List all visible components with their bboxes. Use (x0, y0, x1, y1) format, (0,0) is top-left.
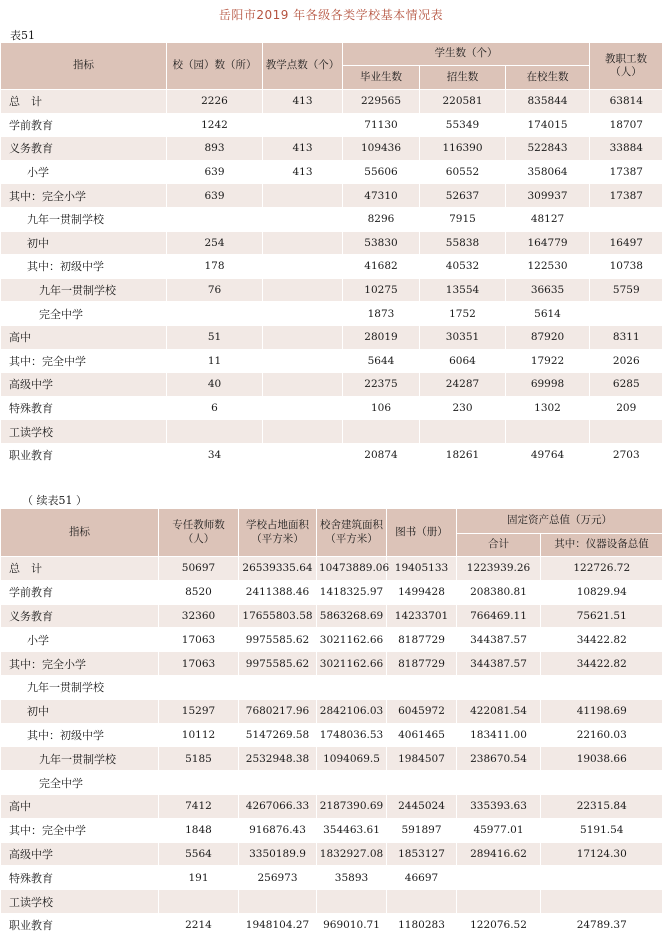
t2-cell-books: 8187729 (387, 628, 457, 652)
t1-cell-enroll: 52637 (420, 184, 506, 208)
t2-cell-total: 45977.01 (457, 818, 541, 842)
t2-cell-equip (541, 890, 662, 914)
t1-cell-points (263, 373, 343, 397)
col-header-enrolled: 招生数 (420, 66, 506, 90)
t1-cell-insch: 122530 (506, 255, 590, 279)
t1-cell-staff: 18707 (590, 113, 662, 137)
t2-cell-books: 1984507 (387, 747, 457, 771)
t2-cell-books: 14233701 (387, 604, 457, 628)
t2-cell-land: 1948104.27 (239, 913, 317, 937)
page-title: 岳阳市2019 年各级各类学校基本情况表 (218, 8, 444, 22)
table-row (1, 137, 662, 161)
t1-cell-points (263, 302, 343, 326)
t1-cell-schools: 2226 (167, 90, 263, 114)
t2-cell-land (239, 771, 317, 795)
t1-cell-schools: 178 (167, 255, 263, 279)
t1-cell-points (263, 443, 343, 467)
t2-cell-equip: 75621.51 (541, 604, 662, 628)
t2-cell-building (317, 890, 387, 914)
table-row (1, 628, 662, 652)
t2-cell-total: 766469.11 (457, 604, 541, 628)
table1-label: 表51 (10, 29, 35, 42)
table-row (1, 325, 662, 349)
col-header-teaching-points: 教学点数（个） (263, 43, 343, 90)
table-row (1, 913, 662, 937)
t2-cell-building (317, 771, 387, 795)
t1-cell-insch: 87920 (506, 325, 590, 349)
t2-cell-books: 591897 (387, 818, 457, 842)
t2-cell-teachers: 10112 (159, 723, 239, 747)
t1-cell-points (263, 420, 343, 444)
t1-cell-staff: 16497 (590, 231, 662, 255)
t1-row-name: 九年一贯制学校 (1, 207, 167, 231)
t2-row-name: 初中 (1, 699, 159, 723)
t2-cell-building: 1748036.53 (317, 723, 387, 747)
t2-cell-equip: 22160.03 (541, 723, 662, 747)
t1-cell-insch: 174015 (506, 113, 590, 137)
table-row (1, 890, 662, 914)
t1-cell-enroll: 6064 (420, 349, 506, 373)
t1-row-name: 其中：完全中学 (1, 349, 167, 373)
table-row (1, 580, 662, 604)
t2-cell-land: 9975585.62 (239, 652, 317, 676)
t2-cell-total: 335393.63 (457, 794, 541, 818)
t1-row-name: 其中：初级中学 (1, 255, 167, 279)
table-row (1, 443, 662, 467)
table-row (1, 794, 662, 818)
t1-cell-schools: 34 (167, 443, 263, 467)
t2-cell-building: 1094069.5 (317, 747, 387, 771)
table-row (1, 302, 662, 326)
t1-row-name: 总 计 (1, 90, 167, 114)
t1-cell-enroll: 55349 (420, 113, 506, 137)
t1-cell-schools: 639 (167, 160, 263, 184)
t2-cell-land (239, 890, 317, 914)
t1-cell-schools: 893 (167, 137, 263, 161)
table-row (1, 723, 662, 747)
t2-row-name: 其中：完全中学 (1, 818, 159, 842)
t2-cell-equip: 10829.94 (541, 580, 662, 604)
t1-cell-staff: 33884 (590, 137, 662, 161)
t1-cell-staff: 209 (590, 396, 662, 420)
t2-cell-building: 1832927.08 (317, 842, 387, 866)
table-row (1, 207, 662, 231)
t1-row-name: 学前教育 (1, 113, 167, 137)
t1-row-name: 职业教育 (1, 443, 167, 467)
col-header-indicator-2: 指标 (1, 509, 159, 557)
t2-cell-books: 2445024 (387, 794, 457, 818)
t1-row-name: 初中 (1, 231, 167, 255)
t1-cell-insch: 1302 (506, 396, 590, 420)
table-row (1, 866, 662, 890)
t2-cell-books: 1499428 (387, 580, 457, 604)
table-row (1, 373, 662, 397)
t2-cell-books: 8187729 (387, 652, 457, 676)
t1-cell-grad: 8296 (343, 207, 420, 231)
t2-cell-land: 17655803.58 (239, 604, 317, 628)
t1-row-name: 高中 (1, 325, 167, 349)
t2-cell-books (387, 675, 457, 699)
t1-cell-insch: 48127 (506, 207, 590, 231)
t2-cell-building: 3021162.66 (317, 652, 387, 676)
t2-row-name: 高中 (1, 794, 159, 818)
t2-cell-books: 1853127 (387, 842, 457, 866)
t1-cell-enroll: 220581 (420, 90, 506, 114)
table-row (1, 420, 662, 444)
t1-cell-points (263, 325, 343, 349)
t1-cell-staff: 17387 (590, 160, 662, 184)
t1-cell-enroll: 13554 (420, 278, 506, 302)
t2-cell-total: 422081.54 (457, 699, 541, 723)
t1-cell-schools: 11 (167, 349, 263, 373)
table-row (1, 160, 662, 184)
t1-cell-schools (167, 207, 263, 231)
t1-cell-insch: 309937 (506, 184, 590, 208)
t1-cell-points (263, 184, 343, 208)
t1-cell-schools: 254 (167, 231, 263, 255)
t2-cell-teachers: 15297 (159, 699, 239, 723)
t1-cell-staff: 2703 (590, 443, 662, 467)
t2-cell-books: 6045972 (387, 699, 457, 723)
table-row (1, 747, 662, 771)
t2-cell-teachers (159, 771, 239, 795)
t1-cell-schools: 1242 (167, 113, 263, 137)
t2-cell-land: 9975585.62 (239, 628, 317, 652)
t2-row-name: 义务教育 (1, 604, 159, 628)
t1-cell-points (263, 278, 343, 302)
t1-cell-grad (343, 420, 420, 444)
t2-cell-building: 5863268.69 (317, 604, 387, 628)
t2-row-name: 特殊教育 (1, 866, 159, 890)
t1-cell-schools (167, 302, 263, 326)
t2-cell-teachers: 1848 (159, 818, 239, 842)
t2-cell-teachers: 191 (159, 866, 239, 890)
t1-cell-staff: 2026 (590, 349, 662, 373)
t1-cell-staff: 6285 (590, 373, 662, 397)
t1-cell-points (263, 349, 343, 373)
col-header-land-area: 学校占地面积（平方米） (239, 509, 317, 557)
table2-label: （ 续表51 ） (22, 494, 87, 507)
t1-cell-insch: 835844 (506, 90, 590, 114)
t1-cell-enroll: 1752 (420, 302, 506, 326)
t1-row-name: 九年一贯制学校 (1, 278, 167, 302)
t2-row-name: 其中：初级中学 (1, 723, 159, 747)
t2-row-name: 总 计 (1, 557, 159, 581)
t2-cell-total (457, 866, 541, 890)
t2-cell-equip: 41198.69 (541, 699, 662, 723)
t1-cell-points: 413 (263, 137, 343, 161)
t1-cell-staff (590, 302, 662, 326)
t2-cell-equip (541, 771, 662, 795)
t2-cell-building: 35893 (317, 866, 387, 890)
t2-cell-equip (541, 675, 662, 699)
t1-cell-staff: 63814 (590, 90, 662, 114)
t1-cell-grad: 28019 (343, 325, 420, 349)
t1-cell-points (263, 207, 343, 231)
t1-cell-points (263, 113, 343, 137)
t2-cell-total: 344387.57 (457, 652, 541, 676)
table-row (1, 557, 662, 581)
table-row (1, 652, 662, 676)
table-row (1, 842, 662, 866)
t2-cell-teachers: 2214 (159, 913, 239, 937)
t1-cell-staff: 17387 (590, 184, 662, 208)
t1-cell-grad: 109436 (343, 137, 420, 161)
t2-cell-equip: 34422.82 (541, 628, 662, 652)
t1-cell-staff: 8311 (590, 325, 662, 349)
t2-cell-building: 969010.71 (317, 913, 387, 937)
t1-cell-enroll: 60552 (420, 160, 506, 184)
t1-cell-enroll (420, 420, 506, 444)
t1-cell-schools: 6 (167, 396, 263, 420)
t2-cell-land: 26539335.64 (239, 557, 317, 581)
t1-cell-grad: 20874 (343, 443, 420, 467)
t2-cell-teachers: 7412 (159, 794, 239, 818)
t1-row-name: 完全中学 (1, 302, 167, 326)
t1-cell-points: 413 (263, 160, 343, 184)
col-header-assets-total: 合计 (457, 534, 541, 557)
t1-cell-insch: 164779 (506, 231, 590, 255)
t2-row-name: 工读学校 (1, 890, 159, 914)
t1-cell-grad: 47310 (343, 184, 420, 208)
t2-cell-total: 183411.00 (457, 723, 541, 747)
table-row (1, 604, 662, 628)
t2-row-name: 九年一贯制学校 (1, 675, 159, 699)
t2-cell-land: 3350189.9 (239, 842, 317, 866)
t1-cell-staff: 10738 (590, 255, 662, 279)
t1-cell-grad: 5644 (343, 349, 420, 373)
t2-cell-teachers: 17063 (159, 628, 239, 652)
t1-cell-schools: 76 (167, 278, 263, 302)
col-header-equipment: 其中：仪器设备总值 (541, 534, 662, 557)
t2-cell-building: 1418325.97 (317, 580, 387, 604)
table-row (1, 675, 662, 699)
t2-cell-building: 10473889.06 (317, 557, 387, 581)
t2-cell-equip: 22315.84 (541, 794, 662, 818)
col-header-graduates: 毕业生数 (343, 66, 420, 90)
t1-cell-insch: 5614 (506, 302, 590, 326)
table-row (1, 818, 662, 842)
col-header-schools: 校（园）数（所） (167, 43, 263, 90)
t1-cell-insch: 358064 (506, 160, 590, 184)
t2-cell-teachers: 50697 (159, 557, 239, 581)
t2-cell-building (317, 675, 387, 699)
t2-cell-land: 7680217.96 (239, 699, 317, 723)
t1-cell-insch: 17922 (506, 349, 590, 373)
table-row (1, 255, 662, 279)
table-row (1, 231, 662, 255)
t1-cell-enroll: 40532 (420, 255, 506, 279)
t2-cell-total: 208380.81 (457, 580, 541, 604)
t2-cell-total (457, 771, 541, 795)
t2-cell-land: 916876.43 (239, 818, 317, 842)
t2-cell-teachers: 32360 (159, 604, 239, 628)
table1 (0, 42, 662, 468)
t2-cell-land (239, 675, 317, 699)
t2-cell-total: 344387.57 (457, 628, 541, 652)
t1-cell-staff (590, 207, 662, 231)
t2-cell-land: 4267066.33 (239, 794, 317, 818)
table-row (1, 349, 662, 373)
t2-row-name: 完全中学 (1, 771, 159, 795)
t1-row-name: 特殊教育 (1, 396, 167, 420)
t2-row-name: 职业教育 (1, 913, 159, 937)
t1-cell-schools (167, 420, 263, 444)
t1-cell-points (263, 231, 343, 255)
t2-row-name: 高级中学 (1, 842, 159, 866)
t1-cell-staff (590, 420, 662, 444)
col-header-indicator: 指标 (1, 43, 167, 90)
t1-cell-insch: 69998 (506, 373, 590, 397)
t1-row-name: 小学 (1, 160, 167, 184)
t2-row-name: 其中：完全小学 (1, 652, 159, 676)
t1-cell-grad: 55606 (343, 160, 420, 184)
t2-cell-total: 1223939.26 (457, 557, 541, 581)
t1-cell-grad: 106 (343, 396, 420, 420)
t2-cell-teachers: 8520 (159, 580, 239, 604)
t2-cell-equip: 24789.37 (541, 913, 662, 937)
t1-cell-insch (506, 420, 590, 444)
table-row (1, 113, 662, 137)
t1-cell-grad: 41682 (343, 255, 420, 279)
col-header-teachers: 专任教师数（人） (159, 509, 239, 557)
t2-cell-books: 46697 (387, 866, 457, 890)
t1-cell-insch: 36635 (506, 278, 590, 302)
t1-cell-schools: 639 (167, 184, 263, 208)
t2-cell-equip: 5191.54 (541, 818, 662, 842)
t1-cell-enroll: 18261 (420, 443, 506, 467)
t2-cell-books: 4061465 (387, 723, 457, 747)
t2-cell-teachers: 5564 (159, 842, 239, 866)
t2-row-name: 学前教育 (1, 580, 159, 604)
t1-cell-enroll: 116390 (420, 137, 506, 161)
t2-cell-equip (541, 866, 662, 890)
t1-cell-staff: 5759 (590, 278, 662, 302)
t1-cell-points (263, 255, 343, 279)
t1-cell-grad: 10275 (343, 278, 420, 302)
t1-cell-points (263, 396, 343, 420)
t2-cell-books (387, 890, 457, 914)
t1-cell-grad: 22375 (343, 373, 420, 397)
t1-cell-enroll: 30351 (420, 325, 506, 349)
t2-cell-land: 2532948.38 (239, 747, 317, 771)
t2-cell-teachers: 17063 (159, 652, 239, 676)
col-header-students-group: 学生数（个） (343, 43, 590, 66)
t2-cell-books: 19405133 (387, 557, 457, 581)
t1-cell-grad: 229565 (343, 90, 420, 114)
t2-cell-building: 3021162.66 (317, 628, 387, 652)
table-row (1, 771, 662, 795)
col-header-assets-group: 固定资产总值（万元） (457, 509, 662, 534)
t1-cell-enroll: 230 (420, 396, 506, 420)
t2-cell-total: 238670.54 (457, 747, 541, 771)
t2-cell-total: 122076.52 (457, 913, 541, 937)
t2-cell-books: 1180283 (387, 913, 457, 937)
t2-cell-equip: 122726.72 (541, 557, 662, 581)
t2-cell-equip: 19038.66 (541, 747, 662, 771)
t1-row-name: 义务教育 (1, 137, 167, 161)
table-row (1, 278, 662, 302)
t2-cell-equip: 34422.82 (541, 652, 662, 676)
t1-cell-points: 413 (263, 90, 343, 114)
table-row (1, 396, 662, 420)
t2-cell-total (457, 675, 541, 699)
table2 (0, 508, 662, 938)
t2-cell-building: 2842106.03 (317, 699, 387, 723)
t2-row-name: 小学 (1, 628, 159, 652)
t2-cell-books (387, 771, 457, 795)
t1-cell-grad: 1873 (343, 302, 420, 326)
t1-cell-grad: 71130 (343, 113, 420, 137)
table-row (1, 699, 662, 723)
t2-cell-teachers (159, 890, 239, 914)
t1-cell-insch: 522843 (506, 137, 590, 161)
t2-row-name: 九年一贯制学校 (1, 747, 159, 771)
col-header-building-area: 校舍建筑面积（平方米） (317, 509, 387, 557)
col-header-in-school: 在校生数 (506, 66, 590, 90)
t1-cell-enroll: 24287 (420, 373, 506, 397)
t2-cell-building: 2187390.69 (317, 794, 387, 818)
table-row (1, 184, 662, 208)
t1-row-name: 工读学校 (1, 420, 167, 444)
t1-cell-enroll: 55838 (420, 231, 506, 255)
t1-cell-schools: 51 (167, 325, 263, 349)
t2-cell-land: 2411388.46 (239, 580, 317, 604)
t2-cell-teachers (159, 675, 239, 699)
t2-cell-total (457, 890, 541, 914)
t2-cell-equip: 17124.30 (541, 842, 662, 866)
t2-cell-total: 289416.62 (457, 842, 541, 866)
t1-row-name: 其中：完全小学 (1, 184, 167, 208)
t2-cell-land: 5147269.58 (239, 723, 317, 747)
col-header-books: 图书（册） (387, 509, 457, 557)
t1-cell-enroll: 7915 (420, 207, 506, 231)
t2-cell-land: 256973 (239, 866, 317, 890)
t1-row-name: 高级中学 (1, 373, 167, 397)
t2-cell-teachers: 5185 (159, 747, 239, 771)
t1-cell-schools: 40 (167, 373, 263, 397)
t1-cell-insch: 49764 (506, 443, 590, 467)
table-row (1, 90, 662, 114)
t2-cell-building: 354463.61 (317, 818, 387, 842)
col-header-staff: 教职工数（人） (590, 43, 662, 90)
t1-cell-grad: 53830 (343, 231, 420, 255)
